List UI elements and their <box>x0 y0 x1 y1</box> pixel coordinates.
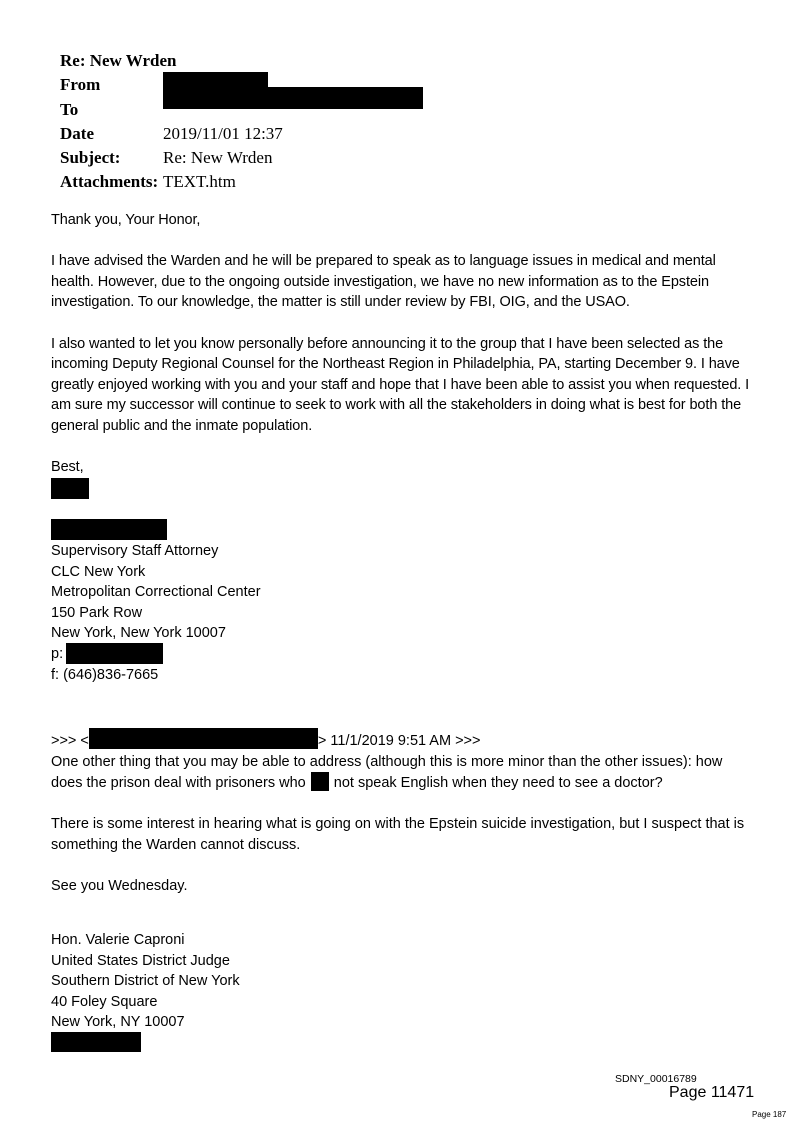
sender-full-name-redaction <box>51 519 167 540</box>
sig-facility: Metropolitan Correctional Center <box>51 584 261 601</box>
judge-contact-redaction <box>51 1032 141 1052</box>
sender-first-name-redaction <box>51 478 89 499</box>
quoted-suffix: > 11/1/2019 9:51 AM >>> <box>317 733 481 749</box>
sig-street: 150 Park Row <box>51 604 143 621</box>
word-redaction <box>311 772 329 791</box>
to-row <box>60 98 176 122</box>
email-header <box>60 49 283 195</box>
bates-number: SDNY_00016789 <box>615 1073 697 1085</box>
subject-label: Subject: <box>60 148 121 168</box>
reply-body <box>51 210 761 478</box>
phone-redaction <box>66 643 163 664</box>
to-redaction <box>163 87 423 109</box>
date-label: Date <box>60 123 94 143</box>
sig-fax: f: (646)836-7665 <box>51 666 159 683</box>
quoted-line-2-b: not speak English when they need to see a doctor? <box>333 775 663 792</box>
subject-value: Re: New Wrden <box>163 148 273 168</box>
email-title: Re: New Wrden <box>60 51 177 70</box>
judge-court: Southern District of New York <box>51 973 240 990</box>
quoted-line-1: One other thing that you may be able to address (although this is more minor than the other issues): how <box>51 753 723 770</box>
attachments-row <box>60 170 236 194</box>
to-label: To <box>60 99 79 119</box>
judge-title: United States District Judge <box>51 952 230 969</box>
attachments-label: Attachments: <box>60 172 159 192</box>
sig-phone-line <box>51 644 261 665</box>
sig-phone-label: p: <box>51 645 64 662</box>
quoted-para2-line-1: There is some interest in hearing what is going on with the Epstein suicide investigation, but I suspect that is <box>51 816 745 833</box>
reply-paragraph-2: I also wanted to let you know personally before announcing it to the group that I have been selected as the incoming Deputy Regional Counsel for the Northeast Region in Philadelphia, PA, starting December 9. I have greatly enjoyed working with you and your staff and hope that I have been able to assist you when requested. I am sure my successor will continue to seek to work with all the stakeholders in doing what is best for both the general public and the inmate population. <box>51 335 750 434</box>
quoted-line-2-a: does the prison deal with prisoners who <box>51 775 306 792</box>
judge-name: Hon. Valerie Caproni <box>51 932 185 948</box>
greeting: Thank you, Your Honor, <box>51 212 201 228</box>
from-row <box>60 73 176 97</box>
reply-closing: Best, <box>51 459 84 476</box>
from-label: From <box>60 75 101 95</box>
quoted-para2-line-2: something the Warden cannot discuss. <box>51 836 301 853</box>
quoted-header-line <box>51 728 744 752</box>
header-title-row <box>60 49 176 73</box>
sig-office: CLC New York <box>51 563 146 580</box>
date-value: 2019/11/01 12:37 <box>163 123 283 143</box>
sig-city: New York, New York 10007 <box>51 625 226 642</box>
judge-city: New York, NY 10007 <box>51 1014 185 1031</box>
quoted-closing: See you Wednesday. <box>51 878 188 895</box>
reply-paragraph-1: I have advised the Warden and he will be prepared to speak as to language issues in medical and mental health. However, due to the ongoing outside investigation, we have no new information as to the Epstein investigation. To our knowledge, the matter is still under review by FBI, OIG, and the USAO. <box>51 253 716 311</box>
quoted-line-2 <box>51 772 744 794</box>
quoted-sender-redaction <box>89 728 318 749</box>
attachments-value: TEXT.htm <box>163 172 236 192</box>
subject-row <box>60 146 273 170</box>
quoted-message <box>51 728 744 897</box>
judge-signature <box>51 930 240 1033</box>
page-number-small: Page 187 <box>752 1110 787 1119</box>
quoted-prefix: >>> < <box>51 733 89 749</box>
sender-signature <box>51 541 261 685</box>
judge-street: 40 Foley Square <box>51 993 158 1010</box>
sig-title: Supervisory Staff Attorney <box>51 543 219 559</box>
page-number: Page 11471 <box>669 1084 755 1101</box>
date-row <box>60 122 283 146</box>
